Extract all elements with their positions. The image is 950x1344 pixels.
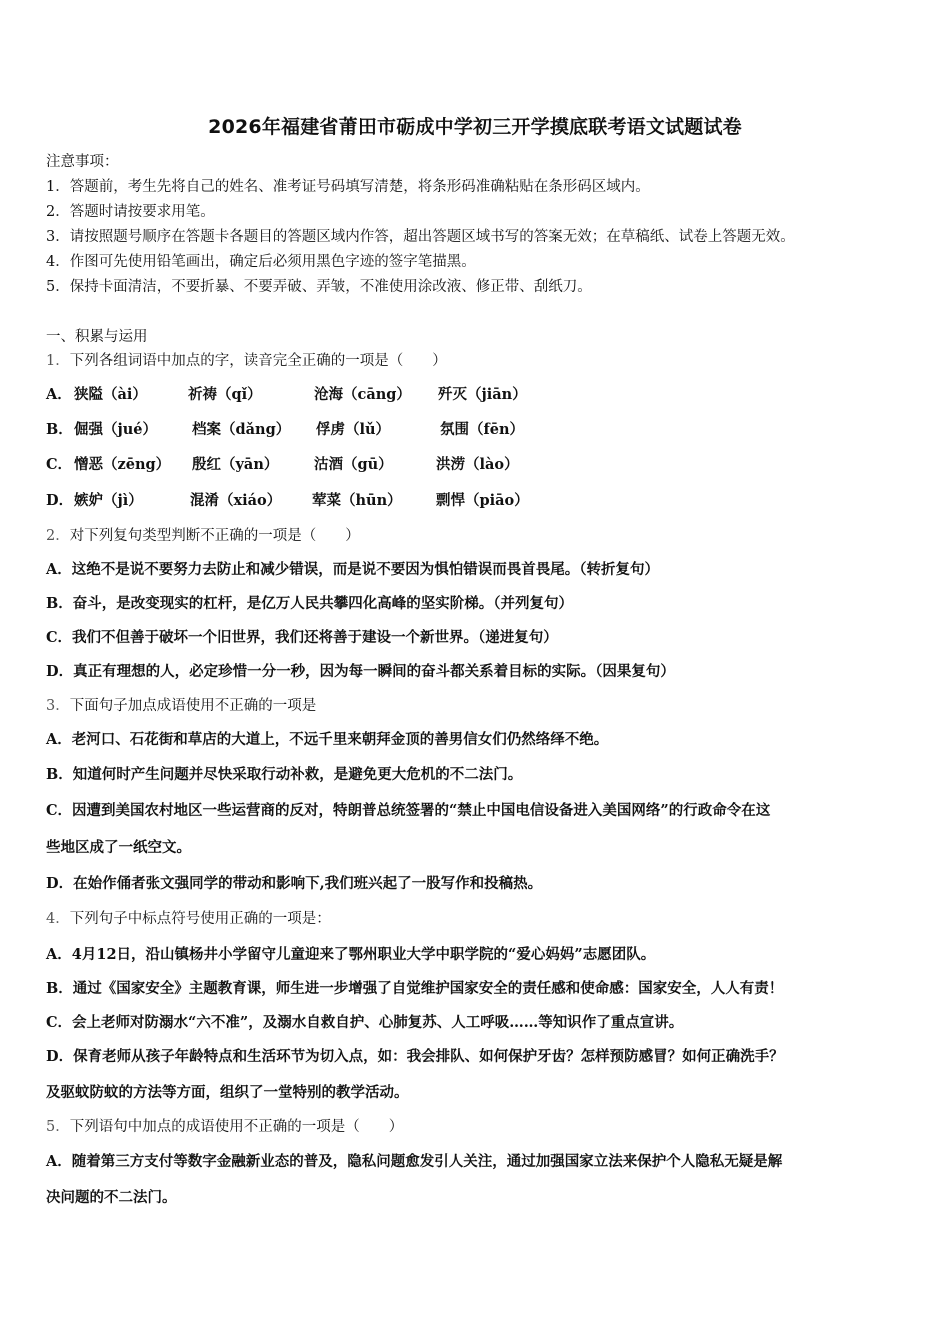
- option-text: 老河口、石花街和草店的大道上，不远千里来朝拜金顶的善男信女们仍然络绎不绝。: [71, 731, 609, 748]
- q5-option-a: [46, 1152, 782, 1172]
- question-5-stem: [46, 1117, 403, 1137]
- option-word: 倔强（jué）: [74, 421, 158, 438]
- option-label: C．: [46, 802, 73, 819]
- option-label: D．: [46, 1048, 74, 1065]
- option-text: 因遭到美国农村地区一些运营商的反对，特朗普总统签署的“禁止中国电信设备进入美国网络”的行政命令在这: [72, 802, 771, 819]
- notice-item: 1．答题前，考生先将自己的姓名、准考证号码填写清楚，将条形码准确粘贴在条形码区域内。: [46, 179, 650, 195]
- option-word: 歼灭（jiān）: [438, 386, 527, 403]
- q4-option-a: [46, 945, 655, 965]
- question-text: 下列各组词语中加点的字，读音完全正确的一项是（ ）: [69, 353, 447, 369]
- q3-option-a: [46, 730, 608, 750]
- option-word: 嫉妒（jì）: [74, 492, 143, 509]
- option-text: 知道何时产生问题并尽快采取行动补救，是避免更大危机的不二法门。: [72, 766, 523, 783]
- option-label: D．: [46, 492, 74, 509]
- option-label: A．: [46, 561, 72, 578]
- option-word: 档案（dǎng）: [192, 421, 291, 438]
- q5-option-a-continued: 决问题的不二法门。: [46, 1189, 177, 1206]
- option-label: A．: [46, 731, 72, 748]
- option-label: C．: [46, 456, 73, 473]
- q4-option-d-continued: 及驱蚊防蚊的方法等方面，组织了一堂特别的教学活动。: [46, 1084, 409, 1101]
- question-1-stem: [46, 351, 447, 371]
- notice-item: 2．答题时请按要求用笔。: [46, 204, 215, 220]
- q3-option-c: [46, 801, 770, 821]
- question-number: 2．: [46, 528, 70, 544]
- question-text: 下列句子中标点符号使用正确的一项是：: [69, 911, 331, 927]
- q4-option-d: [46, 1047, 784, 1067]
- q4-option-c: [46, 1013, 683, 1033]
- option-label: C．: [46, 1014, 73, 1031]
- option-text: 奋斗，是改变现实的杠杆，是亿万人民共攀四化高峰的坚实阶梯。（并列复句）: [72, 595, 574, 612]
- option-text: 4月12日，沿山镇杨井小学留守儿童迎来了鄂州职业大学中职学院的“爱心妈妈”志愿团队。: [71, 946, 656, 963]
- option-label: D．: [46, 663, 74, 680]
- option-word: 憎恶（zēng）: [74, 456, 171, 473]
- q3-option-c-continued: 些地区成了一纸空文。: [46, 839, 191, 856]
- option-label: B．: [46, 595, 73, 612]
- q2-option-b: [46, 594, 573, 614]
- q2-option-d: [46, 662, 675, 682]
- question-number: 4．: [46, 911, 70, 927]
- option-text: 会上老师对防溺水“六不准”，及溺水自救自护、心肺复苏、人工呼吸……等知识作了重点宣讲。: [72, 1014, 684, 1031]
- q2-option-c: [46, 628, 558, 648]
- option-word: 荤菜（hūn）: [312, 492, 402, 509]
- q2-option-a: [46, 560, 659, 580]
- option-label: D．: [46, 875, 74, 892]
- option-text: 真正有理想的人，必定珍惜一分一秒，因为每一瞬间的奋斗都关系着目标的实际。（因果复句）: [73, 663, 675, 680]
- question-2-stem: [46, 526, 360, 546]
- option-word: 狭隘（ài）: [74, 386, 147, 403]
- option-label: B．: [46, 980, 73, 997]
- question-number: 5．: [46, 1119, 70, 1135]
- q4-option-b: [46, 979, 783, 999]
- question-text: 对下列复句类型判断不正确的一项是（ ）: [69, 528, 360, 544]
- option-word: 洪涝（lào）: [436, 456, 519, 473]
- notice-heading: 注意事项：: [46, 154, 119, 170]
- question-number: 1．: [46, 353, 70, 369]
- notice-item: 4．作图可先使用铅笔画出，确定后必须用黑色字迹的签字笔描黑。: [46, 254, 476, 270]
- option-word: 沧海（cāng）: [314, 386, 411, 403]
- question-4-stem: [46, 909, 331, 929]
- option-word: 祈祷（qǐ）: [188, 386, 262, 403]
- option-word: 剽悍（piāo）: [436, 492, 529, 509]
- q3-option-d: [46, 874, 542, 894]
- option-text: 通过《国家安全》主题教育课，师生进一步增强了自觉维护国家安全的责任感和使命感：国家安全，人人有责！: [72, 980, 784, 997]
- option-text: 在始作俑者张文强同学的带动和影响下,我们班兴起了一股写作和投稿热。: [73, 875, 543, 892]
- option-word: 沽酒（gū）: [314, 456, 393, 473]
- page-title: 2026年福建省莆田市砺成中学初三开学摸底联考语文试题试卷: [208, 116, 742, 138]
- section-heading: 一、积累与运用: [46, 329, 148, 345]
- option-label: B．: [46, 766, 73, 783]
- option-word: 俘虏（lǔ）: [316, 421, 391, 438]
- option-word: 混淆（xiáo）: [190, 492, 282, 509]
- option-word: 殷红（yān）: [192, 456, 279, 473]
- option-label: A．: [46, 1153, 72, 1170]
- notice-item: 5．保持卡面清洁，不要折暴、不要弄破、弄皱，不准使用涂改液、修正带、刮纸刀。: [46, 279, 592, 295]
- option-text: 我们不但善于破坏一个旧世界，我们还将善于建设一个新世界。（递进复句）: [72, 629, 558, 646]
- question-text: 下面句子加点成语使用不正确的一项是: [69, 698, 317, 714]
- option-label: C．: [46, 629, 73, 646]
- question-text: 下列语句中加点的成语使用不正确的一项是（ ）: [69, 1119, 404, 1135]
- q3-option-b: [46, 765, 522, 785]
- option-text: 保育老师从孩子年龄特点和生活环节为切入点，如：我会排队、如何保护牙齿？怎样预防感冒？如何正确洗手？: [73, 1048, 784, 1065]
- question-3-stem: [46, 696, 316, 716]
- question-number: 3．: [46, 698, 70, 714]
- option-word: 氛围（fēn）: [440, 421, 525, 438]
- option-label: A．: [46, 946, 72, 963]
- notice-item: 3．请按照题号顺序在答题卡各题目的答题区域内作答，超出答题区域书写的答案无效；在草稿纸、试卷上答题无效。: [46, 229, 795, 245]
- option-label: B．: [46, 421, 73, 438]
- option-text: 随着第三方支付等数字金融新业态的普及，隐私问题愈发引人关注，通过加强国家立法来保护个人隐私无疑是解: [71, 1153, 783, 1170]
- option-label: A．: [46, 386, 72, 403]
- option-text: 这绝不是说不要努力去防止和减少错误，而是说不要因为惧怕错误而畏首畏尾。（转折复句）: [71, 561, 660, 578]
